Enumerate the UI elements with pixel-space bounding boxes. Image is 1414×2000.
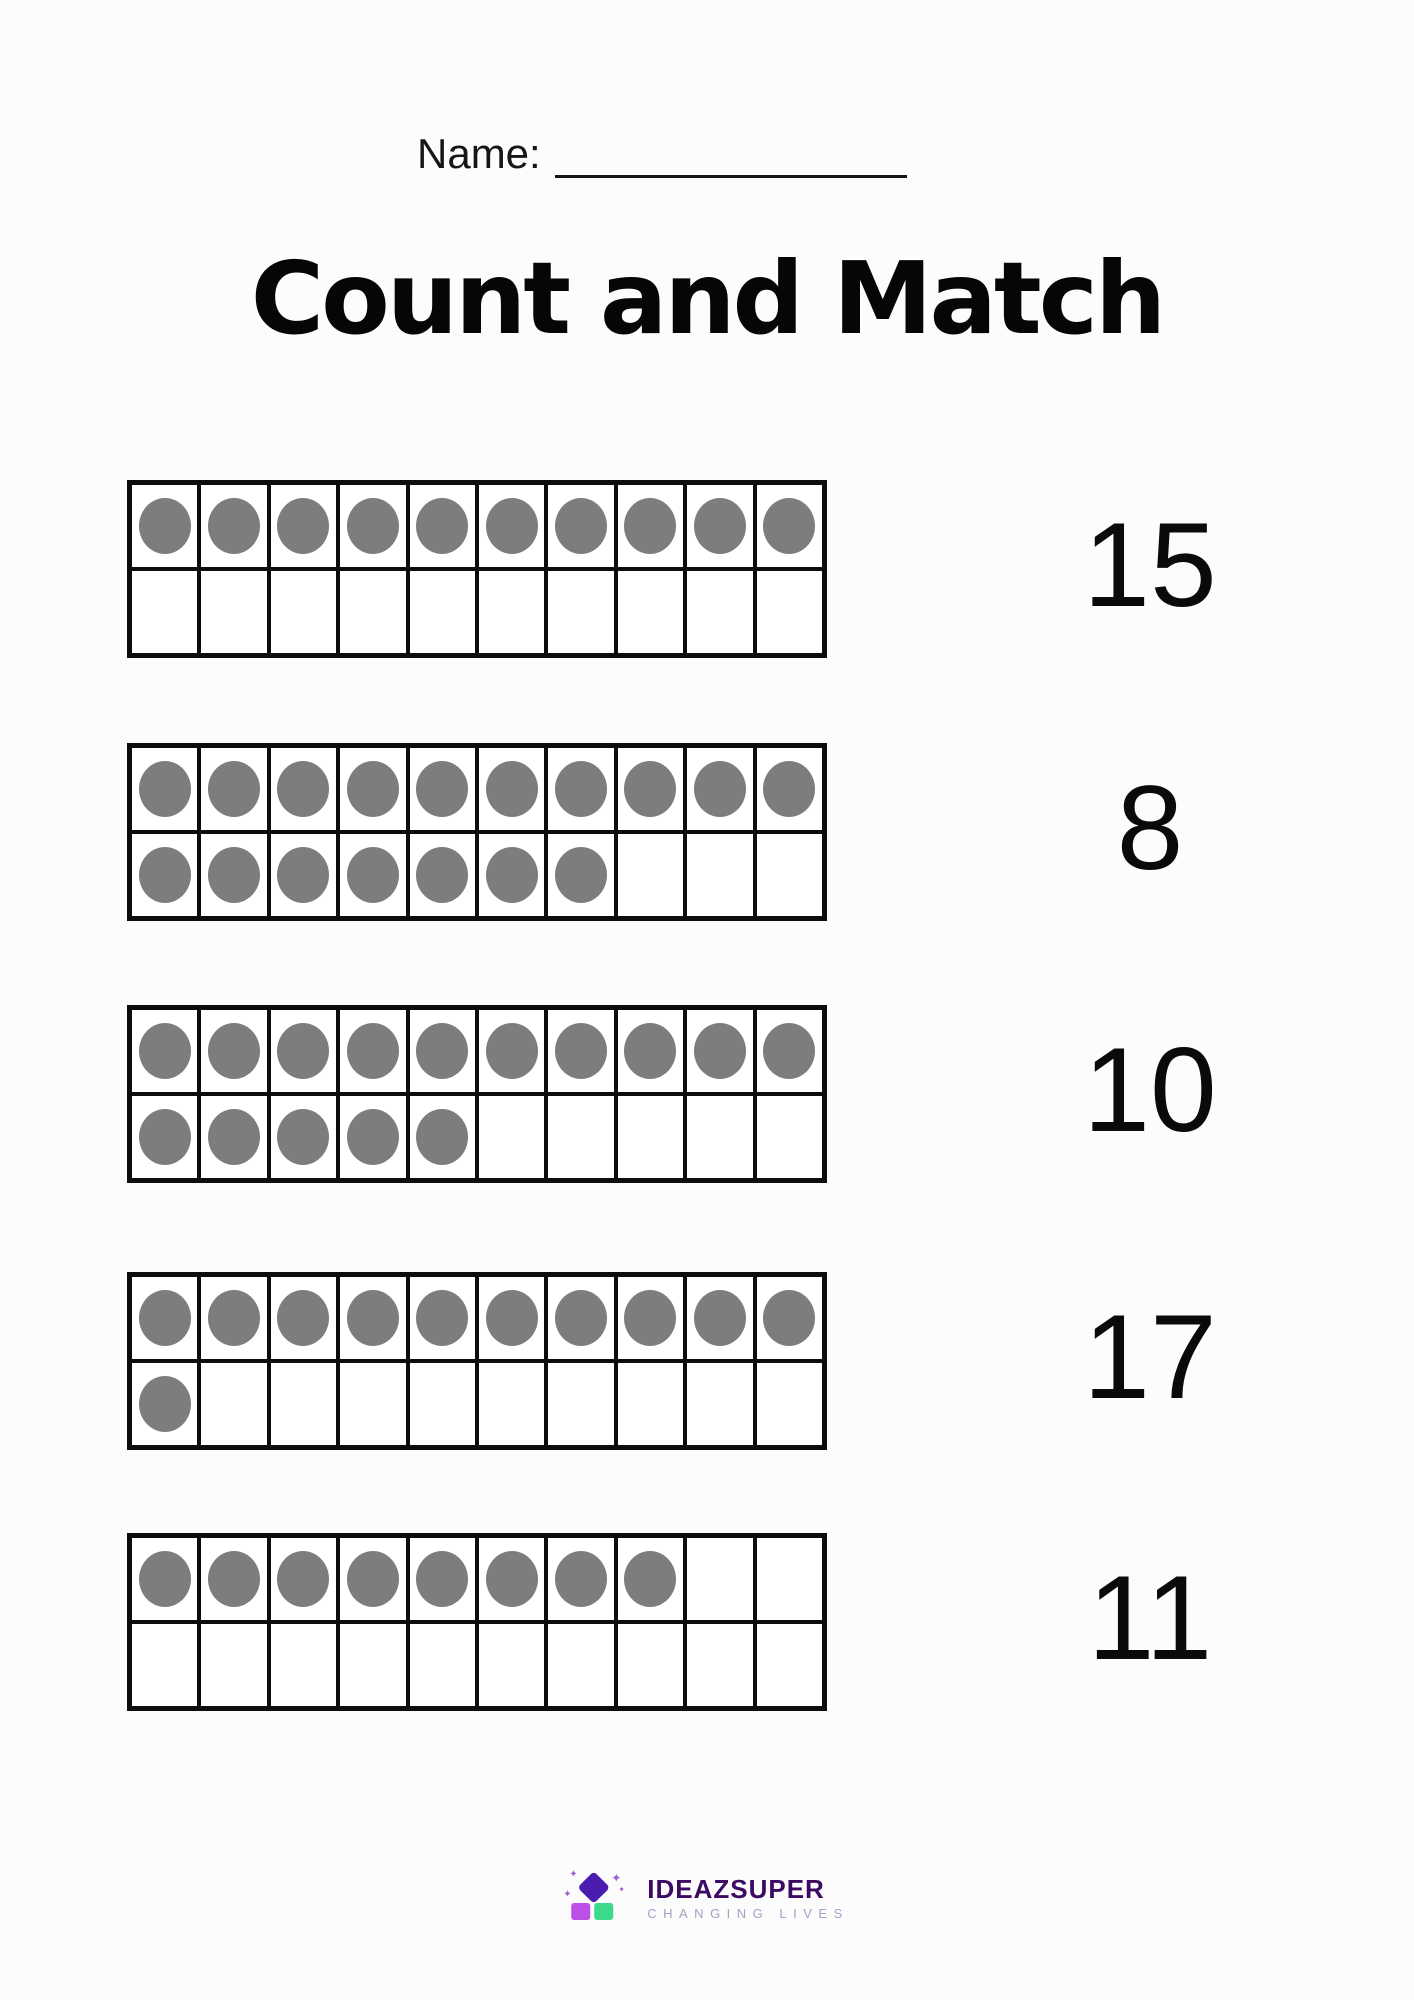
frame-cell bbox=[687, 1277, 752, 1359]
frame-cell bbox=[201, 1010, 266, 1092]
counter-dot bbox=[486, 761, 538, 817]
frame-cell bbox=[201, 485, 266, 567]
frame-cell bbox=[201, 748, 266, 830]
frame-cell bbox=[410, 571, 475, 653]
frame-cell bbox=[757, 1277, 822, 1359]
counter-dot bbox=[347, 1551, 399, 1607]
diamond-icon bbox=[577, 1871, 610, 1904]
counter-dot bbox=[694, 761, 746, 817]
sparkle-icon: ✦ bbox=[569, 1869, 578, 1880]
frame-cell bbox=[548, 748, 613, 830]
frame-cell bbox=[479, 485, 544, 567]
frame-cell bbox=[271, 834, 336, 916]
name-label: Name: bbox=[417, 130, 541, 177]
frame-cell bbox=[687, 1096, 752, 1178]
frame-cell bbox=[618, 1363, 683, 1445]
frame-cell bbox=[757, 485, 822, 567]
frame-cell bbox=[201, 834, 266, 916]
counter-dot bbox=[416, 1290, 468, 1346]
frame-cell bbox=[479, 1010, 544, 1092]
frame-cell bbox=[132, 485, 197, 567]
frame-cell bbox=[201, 571, 266, 653]
frame-cell bbox=[340, 1277, 405, 1359]
frame-cell bbox=[271, 1277, 336, 1359]
counter-dot bbox=[763, 1023, 815, 1079]
frame-cell bbox=[618, 1010, 683, 1092]
counter-dot bbox=[139, 1109, 191, 1165]
frame-cell bbox=[132, 571, 197, 653]
frame-cell bbox=[271, 1096, 336, 1178]
green-square-icon bbox=[594, 1903, 613, 1920]
counter-dot bbox=[208, 1551, 260, 1607]
counter-dot bbox=[555, 1551, 607, 1607]
counter-dot bbox=[416, 1551, 468, 1607]
frame-cell bbox=[548, 1538, 613, 1620]
frame-cell bbox=[410, 748, 475, 830]
frame-cell bbox=[340, 1096, 405, 1178]
counter-dot bbox=[277, 498, 329, 554]
counter-dot bbox=[208, 498, 260, 554]
brand-name: IDEAZSUPER bbox=[647, 1874, 825, 1904]
frame-cell bbox=[271, 1363, 336, 1445]
counter-dot bbox=[486, 1551, 538, 1607]
match-number: 17 bbox=[1083, 1290, 1217, 1424]
counter-dot bbox=[486, 1023, 538, 1079]
name-blank-line bbox=[555, 131, 907, 178]
frame-cell bbox=[271, 1624, 336, 1706]
frame-cell bbox=[548, 1363, 613, 1445]
frame-cell bbox=[340, 748, 405, 830]
frame-cell bbox=[201, 1277, 266, 1359]
ten-frame bbox=[127, 1005, 827, 1183]
counter-dot bbox=[347, 1290, 399, 1346]
frame-cell bbox=[757, 1624, 822, 1706]
counter-dot bbox=[208, 1290, 260, 1346]
frame-cell bbox=[271, 571, 336, 653]
counter-dot bbox=[555, 1290, 607, 1346]
page-title: Count and Match bbox=[250, 240, 1164, 357]
counter-dot bbox=[416, 498, 468, 554]
brand-tagline: CHANGING LIVES bbox=[647, 1906, 849, 1921]
frame-cell bbox=[618, 485, 683, 567]
frame-cell bbox=[479, 1277, 544, 1359]
counter-dot bbox=[555, 498, 607, 554]
frame-cell bbox=[548, 1624, 613, 1706]
frame-cell bbox=[757, 1096, 822, 1178]
counter-dot bbox=[763, 1290, 815, 1346]
counter-dot bbox=[624, 1551, 676, 1607]
frame-cell bbox=[687, 1010, 752, 1092]
frame-cell bbox=[340, 1010, 405, 1092]
frame-cell bbox=[271, 748, 336, 830]
frame-cell bbox=[201, 1363, 266, 1445]
frame-cell bbox=[548, 485, 613, 567]
counter-dot bbox=[139, 1290, 191, 1346]
counter-dot bbox=[208, 1109, 260, 1165]
counter-dot bbox=[763, 498, 815, 554]
frame-cell bbox=[340, 485, 405, 567]
frame-cell bbox=[410, 1538, 475, 1620]
frame-cell bbox=[479, 1096, 544, 1178]
frame-cell bbox=[618, 1538, 683, 1620]
counter-dot bbox=[624, 1023, 676, 1079]
counter-dot bbox=[416, 761, 468, 817]
brand-text-block bbox=[647, 1876, 849, 1920]
frame-cell bbox=[757, 571, 822, 653]
frame-cell bbox=[340, 1538, 405, 1620]
frame-cell bbox=[271, 1538, 336, 1620]
counter-dot bbox=[139, 761, 191, 817]
brand-logo-mark bbox=[563, 1869, 637, 1924]
counter-dot bbox=[139, 847, 191, 903]
name-field-row bbox=[417, 130, 907, 178]
frame-cell bbox=[618, 1277, 683, 1359]
counter-dot bbox=[486, 498, 538, 554]
counter-dot bbox=[139, 1551, 191, 1607]
counter-dot bbox=[416, 1023, 468, 1079]
frame-cell bbox=[757, 1363, 822, 1445]
frame-cell bbox=[618, 571, 683, 653]
frame-cell bbox=[132, 1096, 197, 1178]
counter-dot bbox=[624, 761, 676, 817]
counter-dot bbox=[277, 1109, 329, 1165]
purple-square-icon bbox=[571, 1903, 590, 1920]
counter-dot bbox=[347, 1023, 399, 1079]
frame-cell bbox=[618, 1096, 683, 1178]
frame-cell bbox=[132, 1363, 197, 1445]
counter-dot bbox=[208, 761, 260, 817]
frame-cell bbox=[132, 1538, 197, 1620]
counter-dot bbox=[139, 1023, 191, 1079]
counter-dot bbox=[555, 847, 607, 903]
frame-cell bbox=[548, 834, 613, 916]
sparkle-icon: ✦ bbox=[618, 1885, 625, 1894]
frame-cell bbox=[757, 1010, 822, 1092]
frame-cell bbox=[340, 1624, 405, 1706]
frame-cell bbox=[132, 1010, 197, 1092]
frame-cell bbox=[201, 1624, 266, 1706]
frame-cell bbox=[479, 1363, 544, 1445]
frame-cell bbox=[132, 748, 197, 830]
counter-dot bbox=[277, 1290, 329, 1346]
frame-cell bbox=[757, 748, 822, 830]
counter-dot bbox=[277, 847, 329, 903]
frame-cell bbox=[687, 571, 752, 653]
frame-cell bbox=[132, 1624, 197, 1706]
counter-dot bbox=[416, 847, 468, 903]
frame-cell bbox=[618, 748, 683, 830]
ten-frame bbox=[127, 1533, 827, 1711]
counter-dot bbox=[763, 761, 815, 817]
counter-dot bbox=[624, 498, 676, 554]
frame-cell bbox=[201, 1096, 266, 1178]
frame-cell bbox=[410, 834, 475, 916]
frame-cell bbox=[132, 834, 197, 916]
counter-dot bbox=[347, 1109, 399, 1165]
sparkle-icon: ✦ bbox=[611, 1871, 622, 1885]
frame-cell bbox=[479, 748, 544, 830]
frame-cell bbox=[410, 1010, 475, 1092]
counter-dot bbox=[208, 847, 260, 903]
frame-cell bbox=[757, 834, 822, 916]
counter-dot bbox=[277, 761, 329, 817]
counter-dot bbox=[347, 761, 399, 817]
frame-cell bbox=[687, 485, 752, 567]
brand-logo bbox=[563, 1869, 849, 1924]
frame-cell bbox=[410, 1363, 475, 1445]
counter-dot bbox=[555, 761, 607, 817]
counter-dot bbox=[277, 1551, 329, 1607]
match-number: 11 bbox=[1087, 1551, 1213, 1685]
frame-cell bbox=[410, 1624, 475, 1706]
frame-cell bbox=[132, 1277, 197, 1359]
frame-cell bbox=[479, 1538, 544, 1620]
counter-dot bbox=[139, 1376, 191, 1432]
frame-cell bbox=[618, 1624, 683, 1706]
counter-dot bbox=[416, 1109, 468, 1165]
counter-dot bbox=[694, 498, 746, 554]
frame-cell bbox=[479, 571, 544, 653]
frame-cell bbox=[271, 485, 336, 567]
frame-cell bbox=[340, 571, 405, 653]
frame-cell bbox=[479, 834, 544, 916]
frame-cell bbox=[410, 1096, 475, 1178]
counter-dot bbox=[486, 1290, 538, 1346]
frame-cell bbox=[687, 1538, 752, 1620]
counter-dot bbox=[486, 847, 538, 903]
frame-cell bbox=[548, 1096, 613, 1178]
frame-cell bbox=[410, 485, 475, 567]
frame-cell bbox=[271, 1010, 336, 1092]
frame-cell bbox=[479, 1624, 544, 1706]
frame-cell bbox=[340, 1363, 405, 1445]
ten-frame bbox=[127, 743, 827, 921]
counter-dot bbox=[277, 1023, 329, 1079]
counter-dot bbox=[694, 1290, 746, 1346]
frame-cell bbox=[757, 1538, 822, 1620]
frame-cell bbox=[618, 834, 683, 916]
counter-dot bbox=[347, 498, 399, 554]
counter-dot bbox=[139, 498, 191, 554]
frame-cell bbox=[687, 1624, 752, 1706]
frame-cell bbox=[410, 1277, 475, 1359]
sparkle-icon: ✦ bbox=[563, 1889, 572, 1900]
ten-frame bbox=[127, 480, 827, 658]
frame-cell bbox=[548, 1277, 613, 1359]
counter-dot bbox=[347, 847, 399, 903]
counter-dot bbox=[624, 1290, 676, 1346]
frame-cell bbox=[340, 834, 405, 916]
frame-cell bbox=[201, 1538, 266, 1620]
frame-cell bbox=[687, 834, 752, 916]
match-number: 8 bbox=[1116, 761, 1184, 895]
frame-cell bbox=[548, 571, 613, 653]
match-number: 10 bbox=[1083, 1023, 1217, 1157]
frame-cell bbox=[548, 1010, 613, 1092]
frame-cell bbox=[687, 1363, 752, 1445]
frame-cell bbox=[687, 748, 752, 830]
ten-frame bbox=[127, 1272, 827, 1450]
counter-dot bbox=[208, 1023, 260, 1079]
counter-dot bbox=[555, 1023, 607, 1079]
match-number: 15 bbox=[1083, 498, 1217, 632]
counter-dot bbox=[694, 1023, 746, 1079]
